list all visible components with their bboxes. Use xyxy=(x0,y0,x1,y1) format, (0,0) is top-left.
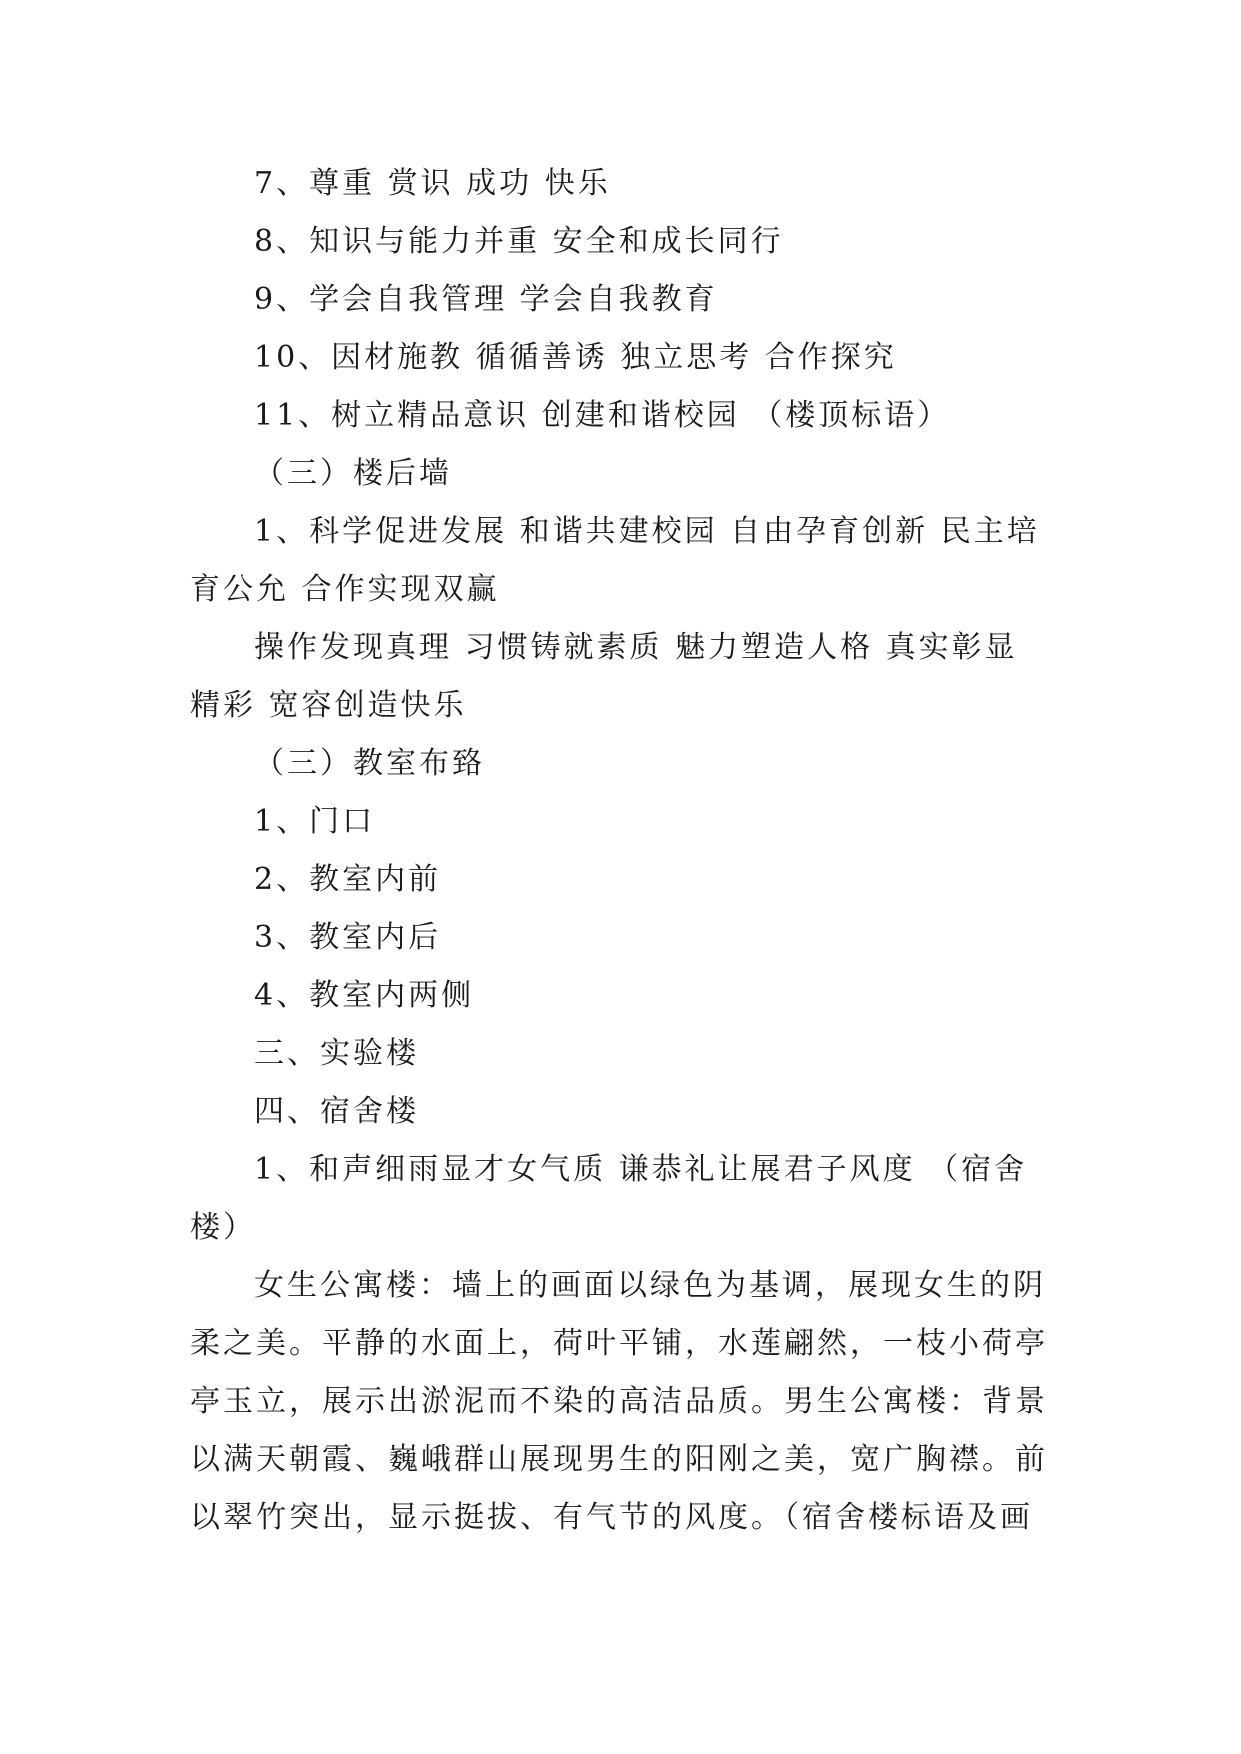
paragraph-17: 女生公寓楼：墙上的画面以绿色为基调，展现女生的阴柔之美。平静的水面上，荷叶平铺，水莲翩然，一枝小荷亭亭玉立，展示出淤泥而不染的高洁品质。男生公寓楼：背景以满天朝霞、巍峨群山展现男生的阳刚之美，宽广胸襟。前以翠竹突出，显示挺拔、有气节的风度。（宿舍楼标语及画 xyxy=(190,1268,1048,1535)
paragraph-5: 11、树立精品意识 创建和谐校园 （楼顶标语） xyxy=(254,398,951,433)
paragraph-16: 1、和声细雨显才女气质 谦恭礼让展君子风度 （宿舍楼） xyxy=(190,1152,1028,1245)
paragraph-10: 1、门口 xyxy=(254,804,376,839)
document-body xyxy=(190,155,1050,1547)
paragraph-11: 2、教室内前 xyxy=(254,862,442,897)
section-heading-lab-building: 三、实验楼 xyxy=(254,1036,419,1071)
section-heading-dormitory: 四、宿舍楼 xyxy=(254,1094,419,1129)
paragraph-13: 4、教室内两侧 xyxy=(254,978,475,1013)
paragraph-7: 1、科学促进发展 和谐共建校园 自由孕育创新 民主培育公允 合作实现双赢 xyxy=(190,514,1040,607)
paragraph-4: 10、因材施教 循循善诱 独立思考 合作探究 xyxy=(254,340,897,375)
paragraph-3: 9、学会自我管理 学会自我教育 xyxy=(254,282,718,317)
section-heading-back-wall: （三）楼后墙 xyxy=(254,456,452,491)
paragraph-1: 7、尊重 赏识 成功 快乐 xyxy=(254,166,611,201)
section-heading-classroom: （三）教室布臵 xyxy=(254,746,485,781)
paragraph-8: 操作发现真理 习惯铸就素质 魅力塑造人格 真实彰显精彩 宽容创造快乐 xyxy=(190,630,1018,723)
paragraph-2: 8、知识与能力并重 安全和成长同行 xyxy=(254,224,784,259)
paragraph-12: 3、教室内后 xyxy=(254,920,442,955)
